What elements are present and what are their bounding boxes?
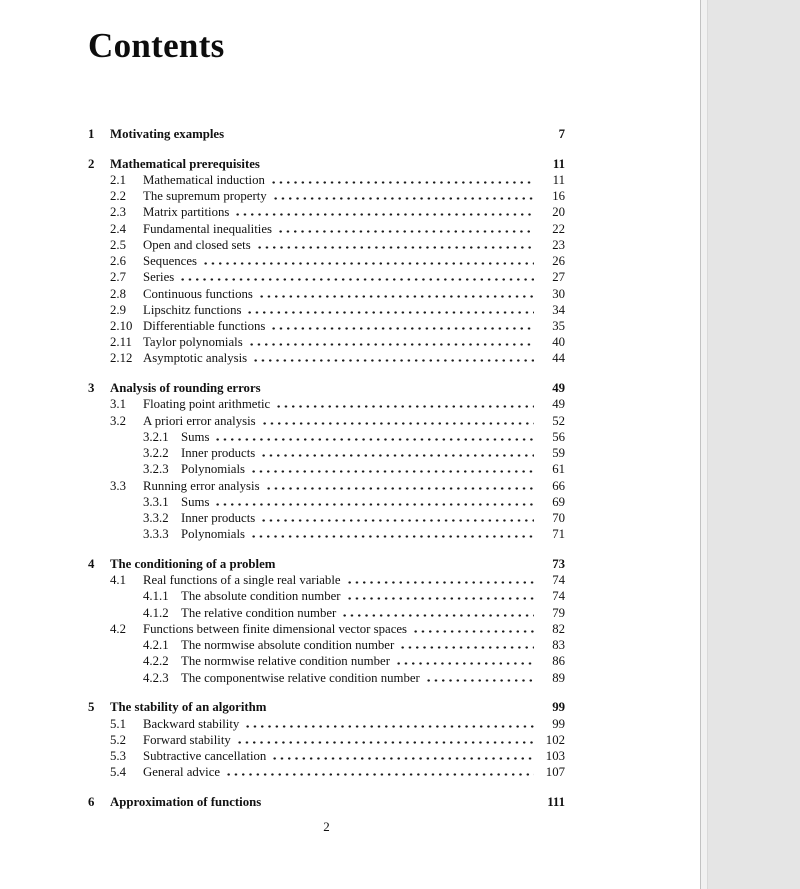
dot-leader bbox=[244, 725, 534, 728]
toc-entry-number: 2.3 bbox=[110, 205, 126, 220]
toc-entry-number: 5.4 bbox=[110, 765, 126, 780]
toc-entry-page: 86 bbox=[552, 654, 565, 669]
toc-entry-page: 69 bbox=[552, 494, 565, 509]
spacer bbox=[266, 803, 534, 806]
toc-entry-title: Series bbox=[143, 270, 175, 285]
toc-entry-number: 2.4 bbox=[110, 221, 126, 236]
toc-entry-title: The conditioning of a problem bbox=[110, 557, 276, 572]
toc-entry[interactable] bbox=[88, 572, 565, 588]
toc-entry-number: 2.11 bbox=[110, 335, 132, 350]
toc-entry-number: 4.2 bbox=[110, 621, 126, 636]
toc-entry-title: Running error analysis bbox=[143, 478, 260, 493]
toc-entry[interactable] bbox=[88, 302, 565, 318]
dot-leader bbox=[236, 741, 534, 744]
toc-entry-title: Floating point arithmetic bbox=[143, 397, 271, 412]
toc-entry-number: 3.1 bbox=[110, 397, 126, 412]
toc-entry-page: 99 bbox=[552, 700, 565, 715]
dot-leader bbox=[275, 405, 534, 408]
dot-leader bbox=[250, 535, 534, 538]
toc-entry-number: 1 bbox=[88, 126, 95, 141]
spacer bbox=[271, 708, 534, 711]
toc-entry-title: Sums bbox=[181, 494, 210, 509]
toc-entry-title: The absolute condition number bbox=[181, 589, 341, 604]
toc-entry-number: 3.2.2 bbox=[143, 446, 169, 461]
toc-entry-title: The componentwise relative condition number bbox=[181, 670, 420, 685]
toc-entry[interactable] bbox=[88, 188, 565, 204]
toc-entry[interactable] bbox=[88, 510, 565, 526]
toc-entry-title: Real functions of a single real variable bbox=[143, 573, 341, 588]
dot-leader bbox=[425, 679, 534, 682]
toc-entry-number: 3 bbox=[88, 381, 95, 396]
toc-entry-number: 4.1 bbox=[110, 573, 126, 588]
toc-entry-page: 11 bbox=[552, 156, 565, 171]
toc-entry-title: Asymptotic analysis bbox=[143, 351, 248, 366]
toc-entry-number: 2.9 bbox=[110, 302, 126, 317]
dot-leader bbox=[277, 230, 534, 233]
toc-entry-page: 49 bbox=[552, 397, 565, 412]
toc-entry-page: 40 bbox=[552, 335, 565, 350]
toc-entry-title: Mathematical induction bbox=[143, 173, 265, 188]
toc-entry[interactable] bbox=[88, 318, 565, 334]
toc-entry-title: Continuous functions bbox=[143, 286, 253, 301]
toc-entry-page: 23 bbox=[552, 237, 565, 252]
toc-entry-number: 2.1 bbox=[110, 173, 126, 188]
toc-entry[interactable] bbox=[88, 380, 565, 396]
toc-entry-title: Taylor polynomials bbox=[143, 335, 243, 350]
toc-entry-number: 3.2.1 bbox=[143, 429, 169, 444]
toc-entry-number: 3.3.1 bbox=[143, 494, 169, 509]
dot-leader bbox=[270, 327, 534, 330]
dot-leader bbox=[179, 278, 534, 281]
toc-entry[interactable] bbox=[88, 221, 565, 237]
toc-entry-title: Open and closed sets bbox=[143, 237, 251, 252]
toc-entry-number: 3.2.3 bbox=[143, 462, 169, 477]
toc-entry-title: Subtractive cancellation bbox=[143, 749, 267, 764]
toc-entry-page: 20 bbox=[552, 205, 565, 220]
toc-entry-page: 71 bbox=[552, 527, 565, 542]
spacer bbox=[229, 135, 534, 138]
spacer bbox=[266, 389, 534, 392]
toc-entry-number: 5 bbox=[88, 700, 95, 715]
toc-entry[interactable] bbox=[88, 748, 565, 764]
scrollbar-track[interactable] bbox=[700, 0, 708, 889]
toc-entry-page: 89 bbox=[552, 670, 565, 685]
table-of-contents bbox=[88, 112, 565, 810]
toc-entry[interactable] bbox=[88, 445, 565, 461]
dot-leader bbox=[260, 454, 534, 457]
toc-entry-page: 70 bbox=[552, 510, 565, 525]
toc-entry[interactable] bbox=[88, 621, 565, 637]
toc-entry-title: Approximation of functions bbox=[110, 795, 262, 810]
toc-entry-number: 5.1 bbox=[110, 716, 126, 731]
toc-entry-page: 107 bbox=[545, 765, 565, 780]
toc-entry-page: 102 bbox=[545, 732, 565, 747]
toc-entry-title: Forward stability bbox=[143, 732, 231, 747]
toc-entry-page: 61 bbox=[552, 462, 565, 477]
spacer bbox=[265, 165, 534, 168]
toc-entry-title: Differentiable functions bbox=[143, 318, 266, 333]
toc-entry-number: 2.5 bbox=[110, 237, 126, 252]
toc-entry-page: 103 bbox=[545, 749, 565, 764]
toc-entry-page: 66 bbox=[552, 478, 565, 493]
dot-leader bbox=[395, 662, 534, 665]
toc-entry-title: Inner products bbox=[181, 510, 256, 525]
toc-entry-title: The relative condition number bbox=[181, 605, 337, 620]
dot-leader bbox=[272, 197, 534, 200]
toc-entry-page: 11 bbox=[552, 173, 565, 188]
toc-entry-title: Inner products bbox=[181, 446, 256, 461]
toc-entry-title: The stability of an algorithm bbox=[110, 700, 267, 715]
dot-leader bbox=[261, 422, 534, 425]
toc-entry[interactable] bbox=[88, 204, 565, 220]
toc-entry[interactable] bbox=[88, 286, 565, 302]
toc-entry-page: 52 bbox=[552, 413, 565, 428]
toc-entry-title: Sequences bbox=[143, 254, 198, 269]
toc-entry-page: 7 bbox=[558, 126, 565, 141]
dot-leader bbox=[234, 213, 534, 216]
toc-entry-title: Lipschitz functions bbox=[143, 302, 242, 317]
toc-entry[interactable] bbox=[88, 396, 565, 412]
toc-entry-number: 6 bbox=[88, 795, 95, 810]
toc-entry-page: 74 bbox=[552, 573, 565, 588]
dot-leader bbox=[399, 646, 534, 649]
toc-entry-number: 2.7 bbox=[110, 270, 126, 285]
toc-entry-number: 5.2 bbox=[110, 732, 126, 747]
toc-entry-number: 3.3.3 bbox=[143, 527, 169, 542]
toc-entry[interactable] bbox=[88, 605, 565, 621]
toc-entry-number: 3.2 bbox=[110, 413, 126, 428]
toc-entry[interactable] bbox=[88, 764, 565, 780]
dot-leader bbox=[265, 487, 534, 490]
dot-leader bbox=[270, 181, 534, 184]
toc-entry-title: Motivating examples bbox=[110, 126, 225, 141]
toc-entry-page: 34 bbox=[552, 302, 565, 317]
toc-entry-number: 4.1.1 bbox=[143, 589, 169, 604]
toc-entry-number: 4.2.2 bbox=[143, 654, 169, 669]
toc-entry-number: 4.2.3 bbox=[143, 670, 169, 685]
dot-leader bbox=[225, 773, 534, 776]
spacer bbox=[280, 565, 534, 568]
dot-leader bbox=[346, 581, 534, 584]
toc-entry[interactable] bbox=[88, 156, 565, 172]
toc-entry[interactable] bbox=[88, 253, 565, 269]
dot-leader bbox=[341, 614, 534, 617]
toc-entry[interactable] bbox=[88, 699, 565, 715]
viewer-background bbox=[708, 0, 800, 889]
toc-entry[interactable] bbox=[88, 653, 565, 669]
toc-entry-number: 2 bbox=[88, 156, 95, 171]
toc-entry-number: 2.12 bbox=[110, 351, 133, 366]
toc-entry-page: 79 bbox=[552, 605, 565, 620]
toc-entry-page: 99 bbox=[552, 716, 565, 731]
toc-entry[interactable] bbox=[88, 794, 565, 810]
toc-entry-page: 16 bbox=[552, 189, 565, 204]
toc-entry-page: 73 bbox=[552, 557, 565, 572]
toc-entry[interactable] bbox=[88, 670, 565, 686]
toc-entry[interactable] bbox=[88, 716, 565, 732]
dot-leader bbox=[214, 503, 534, 506]
dot-leader bbox=[271, 757, 534, 760]
dot-leader bbox=[412, 630, 534, 633]
toc-entry[interactable] bbox=[88, 237, 565, 253]
toc-entry-page: 59 bbox=[552, 446, 565, 461]
toc-entry-page: 49 bbox=[552, 381, 565, 396]
toc-entry[interactable] bbox=[88, 461, 565, 477]
toc-entry-page: 26 bbox=[552, 254, 565, 269]
toc-entry[interactable] bbox=[88, 526, 565, 542]
toc-entry-page: 82 bbox=[552, 621, 565, 636]
toc-entry[interactable] bbox=[88, 637, 565, 653]
toc-entry-title: Functions between finite dimensional vector spaces bbox=[143, 621, 408, 636]
toc-entry-page: 30 bbox=[552, 286, 565, 301]
toc-entry[interactable] bbox=[88, 478, 565, 494]
toc-entry-number: 3.3.2 bbox=[143, 510, 169, 525]
toc-entry-page: 22 bbox=[552, 221, 565, 236]
toc-entry-title: Analysis of rounding errors bbox=[110, 381, 261, 396]
toc-entry-title: Sums bbox=[181, 429, 210, 444]
toc-entry-page: 56 bbox=[552, 429, 565, 444]
page-title: Contents bbox=[88, 26, 225, 65]
toc-entry-number: 5.3 bbox=[110, 749, 126, 764]
toc-entry-page: 44 bbox=[552, 351, 565, 366]
toc-entry-number: 2.2 bbox=[110, 189, 126, 204]
toc-entry[interactable] bbox=[88, 269, 565, 285]
toc-entry-number: 2.10 bbox=[110, 318, 133, 333]
toc-entry-title: Polynomials bbox=[181, 527, 245, 542]
dot-leader bbox=[258, 295, 534, 298]
toc-entry-title: A priori error analysis bbox=[143, 413, 256, 428]
dot-leader bbox=[248, 343, 534, 346]
toc-entry[interactable] bbox=[88, 126, 565, 142]
toc-entry-title: The supremum property bbox=[143, 189, 267, 204]
toc-entry-title: Matrix partitions bbox=[143, 205, 230, 220]
toc-entry-number: 2.6 bbox=[110, 254, 126, 269]
toc-entry-number: 2.8 bbox=[110, 286, 126, 301]
toc-entry-page: 27 bbox=[552, 270, 565, 285]
page-number: 2 bbox=[323, 819, 330, 834]
toc-entry[interactable] bbox=[88, 494, 565, 510]
toc-entry-title: The normwise relative condition number bbox=[181, 654, 390, 669]
toc-entry[interactable] bbox=[88, 172, 565, 188]
dot-leader bbox=[214, 438, 534, 441]
toc-entry[interactable] bbox=[88, 556, 565, 572]
toc-entry-page: 74 bbox=[552, 589, 565, 604]
dot-leader bbox=[246, 311, 534, 314]
toc-entry-title: Backward stability bbox=[143, 716, 240, 731]
dot-leader bbox=[260, 519, 534, 522]
dot-leader bbox=[256, 246, 534, 249]
toc-entry[interactable] bbox=[88, 350, 565, 366]
toc-entry[interactable] bbox=[88, 588, 565, 604]
toc-entry[interactable] bbox=[88, 732, 565, 748]
toc-entry-number: 4 bbox=[88, 557, 95, 572]
toc-entry-page: 111 bbox=[547, 795, 565, 810]
toc-entry[interactable] bbox=[88, 413, 565, 429]
toc-entry-title: Mathematical prerequisites bbox=[110, 156, 260, 171]
toc-entry-page: 83 bbox=[552, 638, 565, 653]
toc-entry-page: 35 bbox=[552, 318, 565, 333]
toc-entry-number: 3.3 bbox=[110, 478, 126, 493]
toc-entry-title: General advice bbox=[143, 765, 221, 780]
dot-leader bbox=[202, 262, 534, 265]
toc-entry[interactable] bbox=[88, 429, 565, 445]
toc-entry-number: 4.2.1 bbox=[143, 638, 169, 653]
toc-entry-number: 4.1.2 bbox=[143, 605, 169, 620]
toc-entry-title: Fundamental inequalities bbox=[143, 221, 273, 236]
toc-entry-title: The normwise absolute condition number bbox=[181, 638, 395, 653]
toc-entry[interactable] bbox=[88, 334, 565, 350]
toc-entry-title: Polynomials bbox=[181, 462, 245, 477]
dot-leader bbox=[250, 470, 534, 473]
dot-leader bbox=[252, 359, 534, 362]
dot-leader bbox=[346, 597, 534, 600]
